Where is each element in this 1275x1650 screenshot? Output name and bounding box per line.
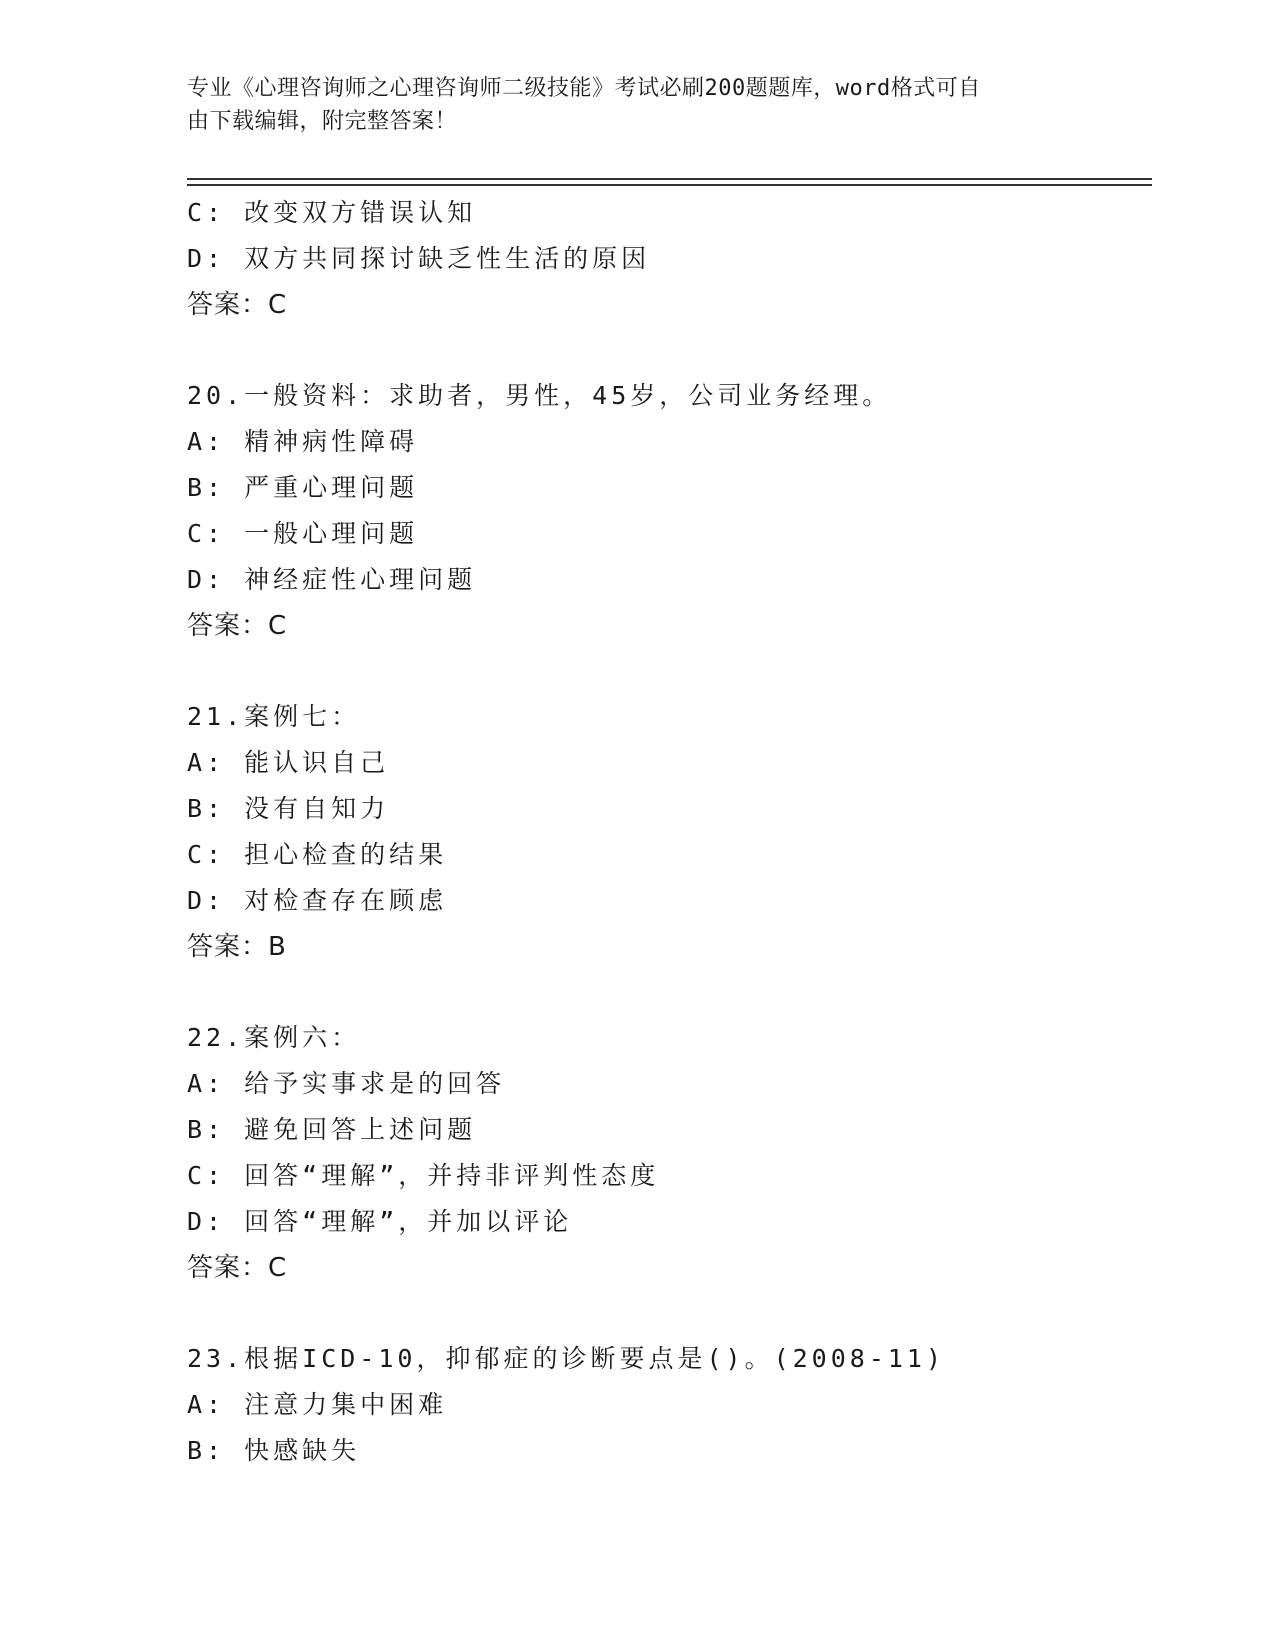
question-list <box>187 190 1152 1474</box>
answer-line: 答案：C <box>187 611 288 641</box>
option-a: A: 精神病性障碍 <box>187 427 419 456</box>
option-c: C: 一般心理问题 <box>187 519 419 548</box>
question-stem: 21.案例七： <box>187 702 361 731</box>
question-block-19 <box>187 190 1152 328</box>
option-c: C: 改变双方错误认知 <box>187 198 477 227</box>
option-d: D: 神经症性心理问题 <box>187 565 477 594</box>
option-d: D: 对检查存在顾虑 <box>187 886 448 915</box>
option-b: B: 快感缺失 <box>187 1436 361 1465</box>
answer-line: 答案：B <box>187 932 287 962</box>
header-divider-top <box>187 178 1152 180</box>
option-d: D: 双方共同探讨缺乏性生活的原因 <box>187 244 651 273</box>
header-line-2: 由下载编辑，附完整答案！ <box>187 109 458 134</box>
option-a: A: 给予实事求是的回答 <box>187 1069 506 1098</box>
option-a: A: 能认识自己 <box>187 748 390 777</box>
question-block-23 <box>187 1336 1152 1474</box>
option-c: C: 担心检查的结果 <box>187 840 448 869</box>
header-line-1: 专业《心理咨询师之心理咨询师二级技能》考试必刷200题题库，word格式可自 <box>187 76 981 101</box>
header-divider-bottom <box>187 184 1152 186</box>
option-a: A: 注意力集中困难 <box>187 1390 448 1419</box>
answer-line: 答案：C <box>187 290 288 320</box>
question-stem: 22.案例六： <box>187 1023 361 1052</box>
option-d: D: 回答“理解”，并加以评论 <box>187 1207 573 1236</box>
question-block-21 <box>187 694 1152 970</box>
option-b: B: 没有自知力 <box>187 794 390 823</box>
option-b: B: 避免回答上述问题 <box>187 1115 477 1144</box>
answer-line: 答案：C <box>187 1253 288 1283</box>
question-block-22 <box>187 1015 1152 1291</box>
question-stem: 20.一般资料：求助者，男性，45岁，公司业务经理。 <box>187 381 892 410</box>
option-c: C: 回答“理解”，并持非评判性态度 <box>187 1161 660 1190</box>
document-header <box>187 72 1067 138</box>
option-b: B: 严重心理问题 <box>187 473 419 502</box>
question-stem: 23.根据ICD-10，抑郁症的诊断要点是()。(2008-11) <box>187 1344 946 1373</box>
question-block-20 <box>187 373 1152 649</box>
